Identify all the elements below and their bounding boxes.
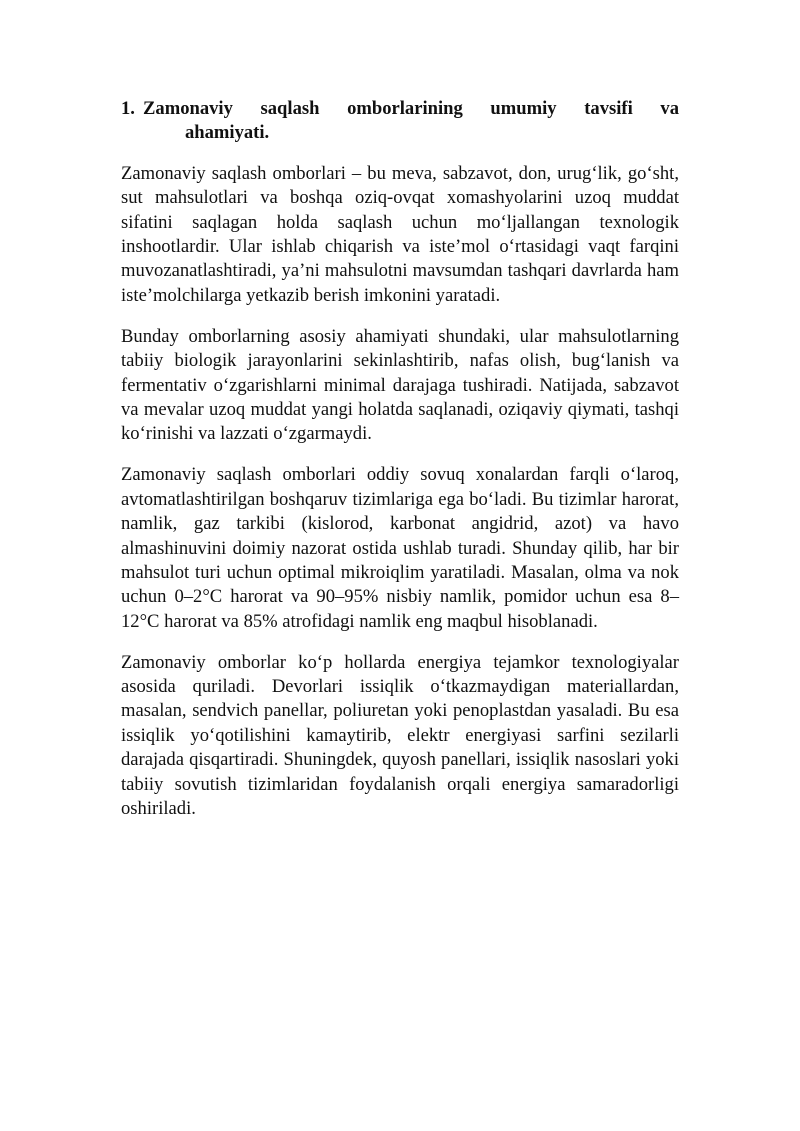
section-number: 1. xyxy=(121,98,135,119)
body-paragraph-2: Bunday omborlarning asosiy ahamiyati shundaki, ular mahsulotlarning tabiiy biologik jarayonlarini sekinlashtirib, nafas olish, bug‘lanish va fermentativ o‘zgarishlarni minimal darajaga tushiradi. Natijada, sabzavot va mevalar uzoq muddat yangi holatda saqlanadi, oziqaviy qiymati, tashqi ko‘rinishi va lazzati o‘zgarmaydi. xyxy=(121,325,679,445)
document-page xyxy=(121,97,679,838)
section-title xyxy=(143,97,679,146)
section-title-line-2: ahamiyati. xyxy=(185,122,270,144)
body-paragraph-3: Zamonaviy saqlash omborlari oddiy sovuq xonalardan farqli o‘laroq, avtomatlashtirilgan boshqaruv tizimlariga ega bo‘ladi. Bu tizimlar harorat, namlik, gaz tarkibi (kislorod, karbonat angidrid, azot) va havo almashinuvini doimiy nazorat ostida ushlab turadi. Shunday qilib, har bir mahsulot turi uchun optimal mikroiqlim yaratiladi. Masalan, olma va nok uchun 0–2°C harorat va 90–95% nisbiy namlik, pomidor uchun esa 8–12°C harorat va 85% atrofidagi namlik eng maqbul hisoblanadi. xyxy=(121,464,679,632)
body-paragraph-4: Zamonaviy omborlar ko‘p hollarda energiya tejamkor texnologiyalar asosida quriladi. Devorlari issiqlik o‘tkazmaydigan materiallardan, masalan, sendvich panellar, poliuretan yoki penoplastdan yasaladi. Bu esa issiqlik yo‘qotilishini kamaytirib, elektr energiyasi sarfini sezilarli darajada qisqartiradi. Shuningdek, quyosh panellari, issiqlik nasoslari yoki tabiiy sovutish tizimlaridan foydalanish orqali energiya samaradorligi oshiriladi. xyxy=(121,651,679,820)
body-paragraph-1: Zamonaviy saqlash omborlari – bu meva, sabzavot, don, urug‘lik, go‘sht, sut mahsulotlari va boshqa oziq-ovqat xomashyolarini uzoq muddat sifatini saqlagan holda saqlash uchun mo‘ljallangan texnologik inshootlardir. Ular ishlab chiqarish va iste’mol o‘rtasidagi vaqt farqini muvozanatlashtiradi, ya’ni mahsulotni mavsumdan tashqari davrlarda ham iste’molchilarga yetkazib berish imkonini yaratadi. xyxy=(121,162,679,306)
section-title-line-1: Zamonaviy saqlash omborlarining umumiy tavsifi va xyxy=(143,98,679,119)
section-heading xyxy=(121,97,679,146)
